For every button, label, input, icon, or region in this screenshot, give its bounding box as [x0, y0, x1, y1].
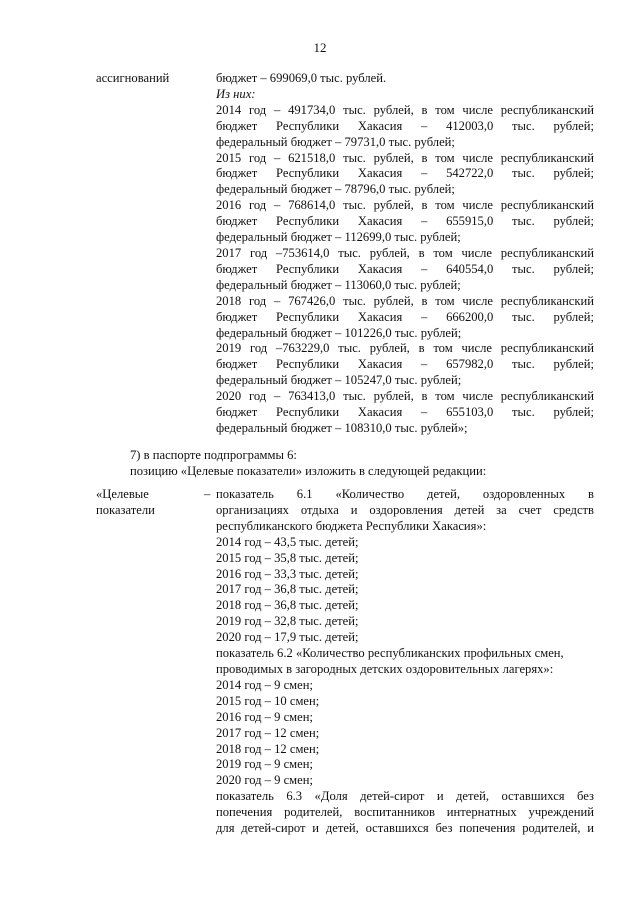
funding-line: федеральный бюджет – 79731,0 тыс. рублей;	[216, 134, 455, 149]
indicator-line: организациях отдыха и оздоровления детей за счет средств	[216, 502, 594, 517]
funding-line: 2015 год – 621518,0 тыс. рублей, в том числе республиканский	[216, 150, 594, 165]
indicator-line: попечения родителей, воспитанников интернатных учреждений	[216, 805, 594, 820]
funding-line: федеральный бюджет – 112699,0 тыс. рублей;	[216, 230, 461, 245]
page-number: 12	[313, 40, 327, 55]
funding-line: 2018 год – 767426,0 тыс. рублей, в том числе республиканский	[216, 293, 594, 308]
funding-line: федеральный бюджет – 105247,0 тыс. рублей;	[216, 373, 462, 388]
funding-line: бюджет Республики Хакасия – 666200,0 тыс. рублей;	[216, 309, 594, 324]
indicators-section	[96, 487, 594, 837]
indicator-line: для детей-сирот и детей, оставшихся без попечения родителей, и	[216, 821, 594, 836]
paragraph-7: 7) в паспорте подпрограммы 6:	[130, 448, 297, 462]
funding-label: ассигнований	[96, 71, 170, 85]
funding-line: федеральный бюджет – 101226,0 тыс. рублей;	[216, 325, 462, 340]
indicator-line: 2016 год – 33,3 тыс. детей;	[216, 566, 359, 581]
funding-line: 2017 год –753614,0 тыс. рублей, в том числе республиканский	[216, 245, 594, 260]
indicator-line: показатель 6.2 «Количество республиканских профильных смен,	[216, 646, 564, 661]
indicators-label-line2: показатели	[96, 502, 155, 517]
funding-line: 2020 год – 763413,0 тыс. рублей, в том числе республиканский	[216, 389, 594, 404]
indicator-line: показатель 6.1 «Количество детей, оздоровленных в	[216, 487, 594, 501]
funding-line: бюджет Республики Хакасия – 655103,0 тыс. рублей;	[216, 405, 594, 420]
indicator-line: 2017 год – 12 смен;	[216, 725, 320, 740]
funding-line: федеральный бюджет – 108310,0 тыс. рублей»;	[216, 420, 468, 435]
funding-line: 2019 год –763229,0 тыс. рублей, в том числе республиканский	[216, 341, 594, 356]
indicator-line: 2014 год – 9 смен;	[216, 677, 313, 692]
indicator-line: показатель 6.3 «Доля детей-сирот и детей, оставшихся без	[216, 789, 594, 804]
funding-section	[96, 71, 594, 437]
indicator-line: 2015 год – 35,8 тыс. детей;	[216, 550, 359, 565]
funding-line: федеральный бюджет – 113060,0 тыс. рублей;	[216, 277, 461, 292]
indicator-line: республиканского бюджета Республики Хакасия»:	[216, 518, 487, 533]
indicator-line: 2014 год – 43,5 тыс. детей;	[216, 534, 359, 549]
funding-line: 2016 год – 768614,0 тыс. рублей, в том числе республиканский	[216, 198, 594, 213]
indicators-text	[216, 487, 594, 837]
paragraph-position: позицию «Целевые показатели» изложить в следующей редакции:	[130, 464, 487, 478]
indicator-line: 2016 год – 9 смен;	[216, 709, 313, 724]
funding-line: бюджет Республики Хакасия – 640554,0 тыс. рублей;	[216, 261, 594, 276]
indicator-line: 2019 год – 9 смен;	[216, 757, 313, 772]
funding-line: федеральный бюджет – 78796,0 тыс. рублей;	[216, 182, 455, 197]
funding-text	[216, 71, 594, 437]
funding-line: бюджет Республики Хакасия – 412003,0 тыс. рублей;	[216, 118, 594, 133]
indicator-line: 2019 год – 32,8 тыс. детей;	[216, 614, 359, 629]
funding-line: бюджет Республики Хакасия – 657982,0 тыс. рублей;	[216, 357, 594, 372]
funding-line: Из них:	[216, 86, 256, 101]
funding-line: бюджет Республики Хакасия – 655915,0 тыс. рублей;	[216, 214, 594, 229]
indicator-line: 2018 год – 36,8 тыс. детей;	[216, 598, 359, 613]
indicators-label	[96, 487, 204, 837]
indicator-line: 2015 год – 10 смен;	[216, 693, 320, 708]
indicator-line: 2018 год – 12 смен;	[216, 741, 320, 756]
funding-line: 2014 год – 491734,0 тыс. рублей, в том числе республиканский	[216, 102, 594, 117]
indicators-dash: –	[204, 487, 211, 501]
funding-line: бюджет – 699069,0 тыс. рублей.	[216, 71, 387, 85]
indicator-line: 2020 год – 17,9 тыс. детей;	[216, 630, 359, 645]
funding-line: бюджет Республики Хакасия – 542722,0 тыс. рублей;	[216, 166, 594, 181]
indicator-line: проводимых в загородных детских оздоровительных лагерях»:	[216, 661, 554, 676]
indicator-line: 2020 год – 9 смен;	[216, 773, 313, 788]
indicator-line: 2017 год – 36,8 тыс. детей;	[216, 582, 359, 597]
indicators-label-line1: «Целевые	[96, 487, 149, 501]
